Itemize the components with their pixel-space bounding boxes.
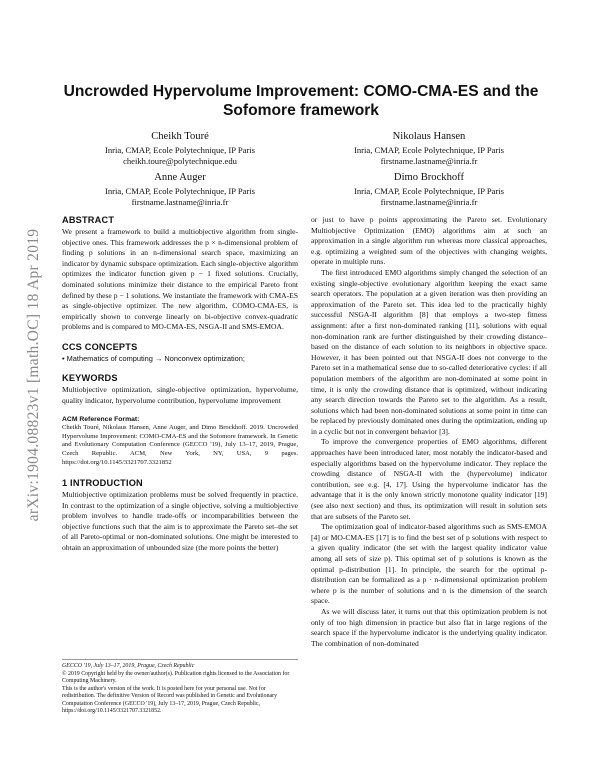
author-block bbox=[62, 171, 298, 208]
right-column bbox=[311, 215, 547, 649]
author-email[interactable]: cheikh.toure@polytechnique.edu bbox=[123, 156, 237, 166]
author-affiliation: Inria, CMAP, Ecole Polytechnique, IP Paris bbox=[353, 145, 505, 155]
paper-title: Uncrowded Hypervolume Improvement: COMO-CMA-ES and the Sofomore framework bbox=[63, 83, 539, 119]
author-email[interactable]: firstname.lastname@inria.fr bbox=[131, 197, 229, 207]
author-block bbox=[311, 130, 547, 167]
author-affiliation: Inria, CMAP, Ecole Polytechnique, IP Paris bbox=[104, 186, 256, 196]
paragraph: As we will discuss later, it turns out that this optimization problem is not only of too high dimension in practice but also flat in large regions of the search space if the hypervolume indicator is the underlying quality indicator. The combination of non-dominated bbox=[311, 606, 547, 648]
ccs-heading: CCS CONCEPTS bbox=[62, 341, 138, 352]
paragraph: The first introduced EMO algorithms simply changed the selection of an existing single-objective evolutionary algorithm keeping the exact same search operators. The population at a given iteration was then providing an approximation of the Pareto set. This idea led to the practically highly successful NSGA-II algorithm [8] that employs a two-step fitness assignment: after a first non-dominated ranking [11], solutions with equal non-domination rank are further distinguished by their crowding distance–based on the distance of each solution to its neighbors in objective space. However, it has been pointed out that NSGA-II does not converge to the Pareto set in a mathematical sense due to so-called deteriorative cycles: if all population members of the algorithm are non-dominated at some point in time, it is only the crowding distance that is optimized, without indicating any search direction towards the Pareto set to the algorithm. As a result, solutions which had been non-dominated solutions at some point in time can be replaced by previously dominated ones during the optimization, ending up in a cyclic but not in convergent behavior [3]. bbox=[311, 267, 547, 436]
introduction-heading: 1 INTRODUCTION bbox=[62, 478, 143, 489]
footnote-copyright: © 2019 Copyright held by the owner/author(s). Publication rights licensed to the Association for Computing Machinery. bbox=[62, 670, 290, 684]
arxiv-stamp-text: arXiv:1904.08823v1 [math.OC] 18 Apr 2019 bbox=[25, 228, 42, 522]
footnote bbox=[62, 659, 298, 716]
author-name: Nikolaus Hansen bbox=[392, 131, 466, 142]
abstract-text: We present a framework to build a multiobjective algorithm from single-objective ones. This framework addresses the p × n-dimensional problem of finding p solutions in an n-dimensional search space, maximizing an indicator by dynamic subspace optimization. Each single-objective algorithm optimizes the indicator function given p − 1 fixed solutions. Crucially, dominated solutions minimize their distance to the empirical Pareto front defined by these p − 1 solutions. We instantiate the framework with CMA-ES as single-objective optimizer. The new algorithm, COMO-CMA-ES, is empirically shown to converge linearly on bi-objective convex-quadratic problems and is compared to MO-CMA-ES, NSGA-II and SMS-EMOA. bbox=[62, 227, 298, 332]
footnote-version: This is the author's version of the work. It is posted here for your personal use. Not for redistribution. The definitive Version of Record was published in Genetic and Evolutionary Computation Conference (GECCO '19), July 13–17, 2019, Prague, Czech Republic, https://doi.org/10.1145/3321707.3321852. bbox=[62, 685, 278, 714]
acm-reference-text: Cheikh Touré, Nikolaus Hansen, Anne Auger, and Dimo Brockhoff. 2019. Uncrowded Hypervolume Improvement: COMO-CMA-ES and the Sofomore framework. In Genetic and Evolutionary Computation Conference (GECCO '19), July 13–17, 2019, Prague, Czech Republic. ACM, New York, NY, USA, 9 pages. https://doi.org/10.1145/3321707.3321852 bbox=[62, 424, 298, 466]
abstract-heading: ABSTRACT bbox=[62, 215, 115, 225]
author-email[interactable]: firstname.lastname@inria.fr bbox=[380, 197, 478, 207]
keywords-text: Multiobjective optimization, single-objective optimization, hypervolume, quality indicator, hypervolume contribution, hypervolume improvement bbox=[62, 384, 298, 405]
paragraph: The optimization goal of indicator-based algorithms such as SMS-EMOA [4] or MO-CMA-ES [17] is to find the best set of p solutions with respect to a given quality indicator (the set with the largest quality indicator value among all sets of size p). This optimal set of p solutions is known as the optimal p-distribution [1]. In principle, the search for the optimal p-distribution can be formalized as a p · n-dimensional optimization problem where p is the number of solutions and n is the dimension of the search space. bbox=[311, 522, 547, 606]
author-name: Anne Auger bbox=[154, 172, 206, 183]
left-column bbox=[62, 215, 298, 554]
acm-reference-heading: ACM Reference Format: bbox=[62, 416, 140, 424]
paragraph: or just to have p points approximating the Pareto set. Evolutionary Multiobjective Optimization (EMO) algorithms aim at such an approximation in a single algorithm run whereas more classical approaches, e.g. optimizing a weighted sum of the objectives with changing weights, operate in multiple runs. bbox=[311, 215, 547, 267]
author-name: Dimo Brockhoff bbox=[393, 172, 465, 183]
author-name: Cheikh Touré bbox=[151, 131, 209, 142]
arxiv-stamp bbox=[22, 180, 46, 570]
paragraph: To improve the convergence properties of EMO algorithms, different approaches have been introduced later, most notably the indicator-based and especially algorithms based on the hypervolume indicator. They replace the crowding distance of NSGA-II with the (hypervolume) indicator contribution, see e.g. [4, 17]. Using the hypervolume indicator has the advantage that it is the only known strictly monotone quality indicator [19] (see also next section) and thus, its optimization will result in solution sets that are subsets of the Pareto set. bbox=[311, 437, 547, 521]
author-block bbox=[311, 171, 547, 208]
author-block bbox=[62, 130, 298, 167]
introduction-text: Multiobjective optimization problems must be solved frequently in practice. In contrast to the optimization of a single objective, solving a multiobjective problem involves to handle trade-offs or incomparabilities between the objective functions such that the aim is to approximate the Pareto set–the set of all Pareto-optimal or non-dominated solutions. One might be interested to obtain an approximation of unbounded size (the more points the better) bbox=[62, 490, 298, 553]
author-affiliation: Inria, CMAP, Ecole Polytechnique, IP Paris bbox=[104, 145, 256, 155]
author-affiliation: Inria, CMAP, Ecole Polytechnique, IP Paris bbox=[353, 186, 505, 196]
author-email[interactable]: firstname.lastname@inria.fr bbox=[380, 156, 478, 166]
keywords-heading: KEYWORDS bbox=[62, 372, 118, 383]
ccs-text: • Mathematics of computing → Nonconvex optimization; bbox=[62, 353, 245, 363]
footnote-venue: GECCO '19, July 13–17, 2019, Prague, Czech Republic bbox=[62, 663, 195, 669]
